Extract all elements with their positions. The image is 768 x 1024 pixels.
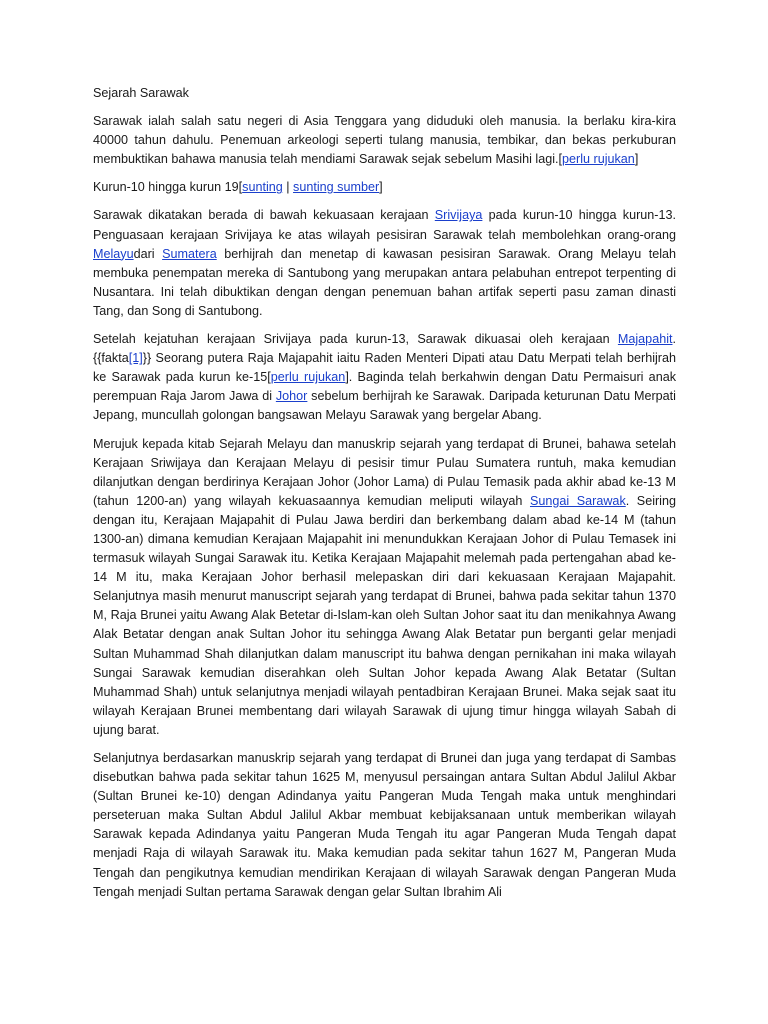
text-run: | [282,180,294,195]
link-sungai-sarawak[interactable]: Sungai Sarawak [529,493,626,508]
text-run: Setelah kejatuhan kerajaan Srivijaya pada kurun-13, Sarawak dikuasai oleh kerajaan [93,332,618,347]
text-run: Sarawak ialah salah satu negeri di Asia Tenggara yang diduduki oleh manusia. Ia berlaku kira-kira 40000 tahun dahulu. Penemuan arkeologi seperti tulang manusia, tembikar, dan bekas perkuburan membuktikan bahawa manusia telah mendiami Sarawak sejak sebelum Masihi lagi.[ [93,114,676,167]
link-majapahit[interactable]: Majapahit [617,332,673,347]
paragraph-sejarah-melayu [93,435,676,741]
text-run: }} Seorang putera Raja Majapahit iaitu Raden Menteri Dipati atau Datu Merpati telah berhijrah ke Sarawak pada kurun ke-15[ [93,351,676,385]
text-run: pada kurun-10 hingga kurun-13. Penguasaan kerajaan Srivijaya ke atas wilayah pesisiran Sarawak telah membolehkan orang-orang [93,208,676,242]
text-run: ] [379,180,383,195]
text-run: Kurun-10 hingga kurun 19[ [93,180,243,195]
text-run: sebelum berhijrah ke Sarawak. Daripada keturunan Datu Merpati Jepang, muncullah golongan bangsawan Melayu Sarawak yang bergelar Abang. [93,389,676,423]
text-run: Merujuk kepada kitab Sejarah Melayu dan manuskrip sejarah yang terdapat di Brunei, bahawa setelah Kerajaan Sriwijaya dan Kerajaan Melayu di pesisir timur Pulau Sumatera runtuh, maka kemudian dilanjutkan dengan berdirinya Kerajaan Johor (Johor Lama) di Pulau Temasik pada akhir abad ke-13 M (tahun 1200-an) yang wilayah kekuasaannya kemudian meliputi wilayah [93,436,676,508]
link-srivijaya[interactable]: Srivijaya [434,208,483,223]
text-run: ] [634,152,639,167]
document-page [93,84,676,911]
document-title: Sejarah Sarawak [93,86,189,100]
link-perlu-rujukan[interactable]: perlu rujukan [562,152,635,167]
link-sunting[interactable]: sunting [242,180,283,195]
paragraph-majapahit [93,330,676,425]
text-run: . Seiring dengan itu, Kerajaan Majapahit di Pulau Jawa berdiri dan berkembang dalam abad ke-14 M (tahun 1300-an) dimana kemudian Kerajaan Majapahit ini menundukkan Kerajaan Johor di Pulau Temasek ini termasuk wilayah Sungai Sarawak itu. Ketika Kerajaan Majapahit melemah pada pertengahan abad ke-14 M itu, maka Kerajaan Johor berhasil melepaskan diri dari kekuasaan Kerajaan Majapahit. Selanjutnya masih menurut manuscript sejarah yang terdapat di Brunei, bahwa pada sekitar tahun 1370 M, Raja Brunei yaitu Awang Alak Betetar di-Islam-kan oleh Sultan Johor saat itu dan menikahnya Awang Alak Betatar dengan anak Sultan Johor itu sehingga Awang Alak Betatar pun berganti gelar menjadi Sultan Muhammad Shah dilanjutkan dalam manuscript itu bahwa dengan pernikahan ini maka wilayah Sungai Sarawak kemudian diserahkan oleh Sultan Johor kepada Awang Alak Betatar (Sultan Muhammad Shah) untuk selanjutnya menjadi wilayah pentadbiran Kerajaan Brunei. Maka sejak saat itu wilayah Kerajaan Brunei membentang dari wilayah Sarawak di ujung timur hingga wilayah Sabah di ujung barat. [93,493,676,737]
link-footnote-1[interactable]: [1] [128,351,143,366]
text-run: Sarawak dikatakan berada di bawah kekuasaan kerajaan [93,208,435,223]
section-heading [93,178,676,197]
paragraph-srivijaya [93,206,676,321]
link-melayu[interactable]: Melayu [93,246,134,261]
text-run: ]. Baginda telah berkahwin dengan Datu Permaisuri anak perempuan Raja Jarom Jawa di [93,370,676,404]
link-johor[interactable]: Johor [275,389,308,404]
link-perlu-rujukan[interactable]: perlu rujukan [270,370,346,385]
text-run: Selanjutnya berdasarkan manuskrip sejarah yang terdapat di Brunei dan juga yang terdapat di Sambas disebutkan bahwa pada sekitar tahun 1625 M, menyusul persaingan antara Sultan Abdul Jalilul Akbar (Sultan Brunei ke-10) dengan Adindanya yaitu Pangeran Muda Tengah maka untuk menghindari perseteruan maka Sultan Abdul Jalilul Akbar membuat kebijaksanaan untuk memberikan wilayah Sarawak kepada Adindanya yaitu Pangeran Muda Tengah itu agar Pangeran Muda Tengah dapat menjadi Raja di wilayah Sarawak itu. Maka kemudian pada sekitar tahun 1627 M, Pangeran Muda Tengah dan pengikutnya kemudian mendirikan Kerajaan di wilayah Sarawak dengan Pangeran Muda Tengah menjadi Sultan pertama Sarawak dengan gelar Sultan Ibrahim Ali [93,751,676,899]
link-sumatera[interactable]: Sumatera [162,246,217,261]
text-run: dari [133,246,163,261]
paragraph-intro [93,112,676,169]
text-run: . {{fakta [93,332,676,366]
link-sunting-sumber[interactable]: sunting sumber [293,180,380,195]
text-run: berhijrah dan menetap di kawasan pesisiran Sarawak. Orang Melayu telah membuka penempatan mereka di Santubong yang merupakan antara pelabuhan entrepot terpenting di Nusantara. Ini telah dibuktikan dengan dengan penemuan bahan artifak seperti pasu zaman dinasti Tang, dan Song di Santubong. [93,246,677,318]
paragraph-manuskrip [93,749,676,902]
